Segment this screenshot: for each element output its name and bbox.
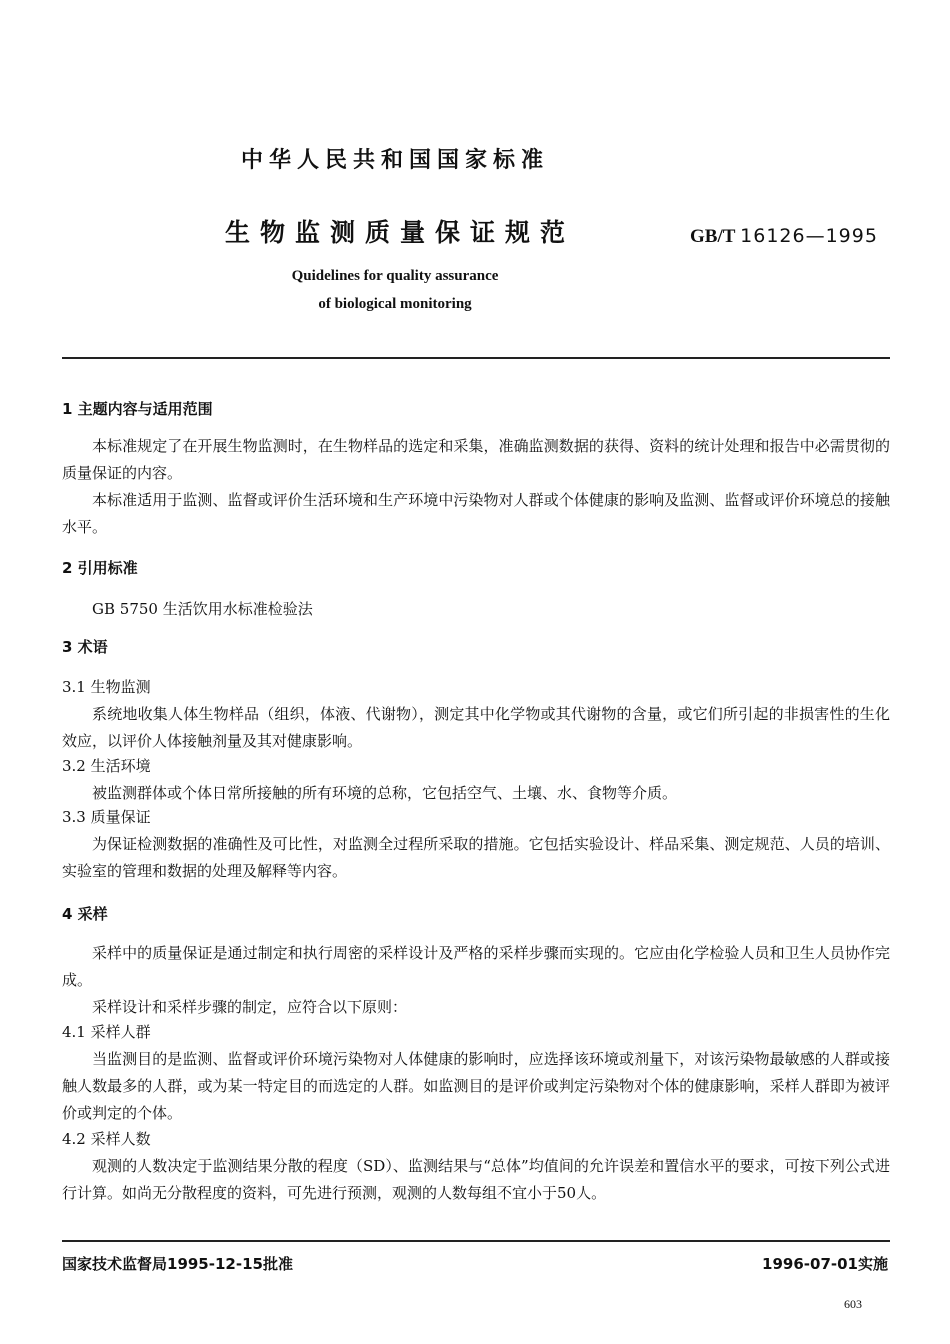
term-3-3-heading: 3.3 质量保证 (62, 808, 151, 826)
reference-standard: GB 5750 生活饮用水标准检验法 (92, 600, 313, 618)
section-4-heading: 4 采样 (62, 905, 108, 923)
standard-code-prefix: GB/T (690, 226, 736, 247)
clause-4-2-text: 观测的人数决定于监测结果分散的程度（SD）、监测结果与“总体”均值间的允许误差和置信水平的要求，可按下列公式进行计算。如尚无分散程度的资料，可先进行预测，观测的人数每组不宜小于50人。 (62, 1157, 890, 1202)
term-3-1-heading: 3.1 生物监测 (62, 678, 151, 696)
term-3-1-definition: 系统地收集人体生物样品（组织，体液、代谢物），测定其中化学物或其代谢物的含量，或它们所引起的非损害性的生化效应，以评价人体接触剂量及其对健康影响。 (62, 705, 890, 750)
standard-code (690, 225, 878, 248)
section-1-heading: 1 主题内容与适用范围 (62, 400, 213, 418)
section-3-heading: 3 术语 (62, 638, 108, 656)
english-title-line-2: of biological monitoring (318, 296, 472, 312)
section-1-paragraph-2: 本标准适用于监测、监督或评价生活环境和生产环境中污染物对人群或个体健康的影响及监测、监督或评价环境总的接触水平。 (62, 491, 890, 536)
issuing-authority: 中华人民共和国国家标准 (240, 148, 549, 173)
approval-date: 国家技术监督局1995-12-15批准 (62, 1255, 293, 1273)
effective-date: 1996-07-01实施 (762, 1255, 888, 1273)
header-rule (62, 357, 890, 359)
standard-code-number: 16126—1995 (740, 225, 878, 247)
page-number: 603 (844, 1297, 862, 1311)
section-1-paragraph-1: 本标准规定了在开展生物监测时，在生物样品的选定和采集，准确监测数据的获得、资料的统计处理和报告中必需贯彻的质量保证的内容。 (62, 437, 890, 482)
english-title-line-1: Quidelines for quality assurance (291, 268, 499, 284)
clause-4-1-text: 当监测目的是监测、监督或评价环境污染物对人体健康的影响时，应选择该环境或剂量下，对该污染物最敏感的人群或接触人数最多的人群，或为某一特定目的而选定的人群。如监测目的是评价或判定污染物对个体的健康影响，采样人群即为被评价或判定的个体。 (62, 1050, 890, 1122)
clause-4-2-heading: 4.2 采样人数 (62, 1130, 151, 1148)
term-3-2-heading: 3.2 生活环境 (62, 757, 151, 775)
section-4-paragraph-2: 采样设计和采样步骤的制定，应符合以下原则： (92, 998, 408, 1016)
section-4-paragraph-1: 采样中的质量保证是通过制定和执行周密的采样设计及严格的采样步骤而实现的。它应由化学检验人员和卫生人员协作完成。 (62, 944, 890, 989)
term-3-3-definition: 为保证检测数据的准确性及可比性，对监测全过程所采取的措施。它包括实验设计、样品采集、测定规范、人员的培训、实验室的管理和数据的处理及解释等内容。 (62, 835, 890, 880)
footer-rule (62, 1240, 890, 1242)
clause-4-1-heading: 4.1 采样人群 (62, 1023, 151, 1041)
term-3-2-definition: 被监测群体或个体日常所接触的所有环境的总称，它包括空气、土壤、水、食物等介质。 (92, 784, 678, 802)
section-2-heading: 2 引用标准 (62, 559, 138, 577)
document-title: 生物监测质量保证规范 (224, 218, 575, 247)
